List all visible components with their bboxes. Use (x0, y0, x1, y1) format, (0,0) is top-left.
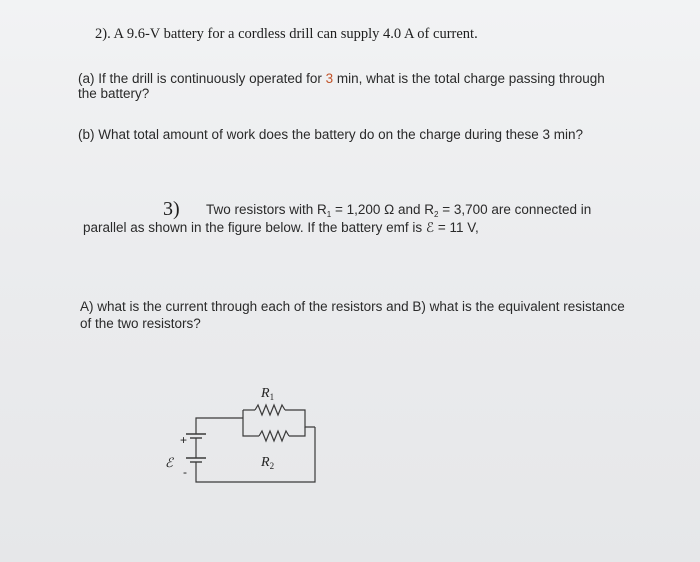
question-line-1: A) what is the current through each of the resistors and B) what is the equivalent resistance (80, 299, 625, 314)
part-a-text-end: min, what is the total charge passing through (333, 71, 605, 86)
p3-text-b: = 1,200 Ω and R (331, 202, 435, 217)
circuit-wire-from-r1 (285, 410, 315, 427)
circuit-wire-left-junction (243, 410, 250, 436)
problem-2-statement: 2). A 9.6-V battery for a cordless drill can supply 4.0 A of current. (95, 26, 478, 42)
r1-label: $R_1$ (261, 386, 275, 402)
problem-2-part-b: (b) What total amount of work does the battery do on the charge during these 3 min? (78, 127, 584, 142)
part-a-text-start: (a) If the drill is continuously operated for (78, 71, 326, 86)
question-line-2: of the two resistors? (80, 316, 201, 331)
battery-plus-sign: + (180, 433, 188, 447)
problem-2-part-a (78, 71, 605, 86)
p3-text-c: = 3,700 are connected in (438, 202, 592, 217)
r2-subscript: 2 (434, 210, 439, 219)
resistor-r1-icon (255, 405, 285, 415)
p3-text-a: Two resistors with R (206, 202, 327, 217)
emf-symbol: ℰ (165, 456, 173, 471)
resistor-r2-icon (259, 431, 289, 441)
r2-label: $R_2$ (261, 455, 275, 471)
battery-minus-sign: - (183, 465, 187, 479)
circuit-wire-bottom-right (196, 427, 315, 482)
problem-3-statement-line-1 (206, 202, 591, 219)
part-a-time-highlight: 3 (325, 71, 334, 86)
r1-subscript: 1 (326, 210, 332, 219)
problem-3-number: 3) (163, 198, 180, 220)
problem-2-part-a-continued: the battery? (78, 86, 150, 101)
parallel-circuit-diagram (155, 380, 330, 495)
circuit-wire-top-left (196, 418, 243, 434)
circuit-wire-from-r2 (289, 427, 305, 436)
problem-3-statement-line-2: parallel as shown in the figure below. If the battery emf is ℰ = 11 V, (83, 220, 479, 235)
